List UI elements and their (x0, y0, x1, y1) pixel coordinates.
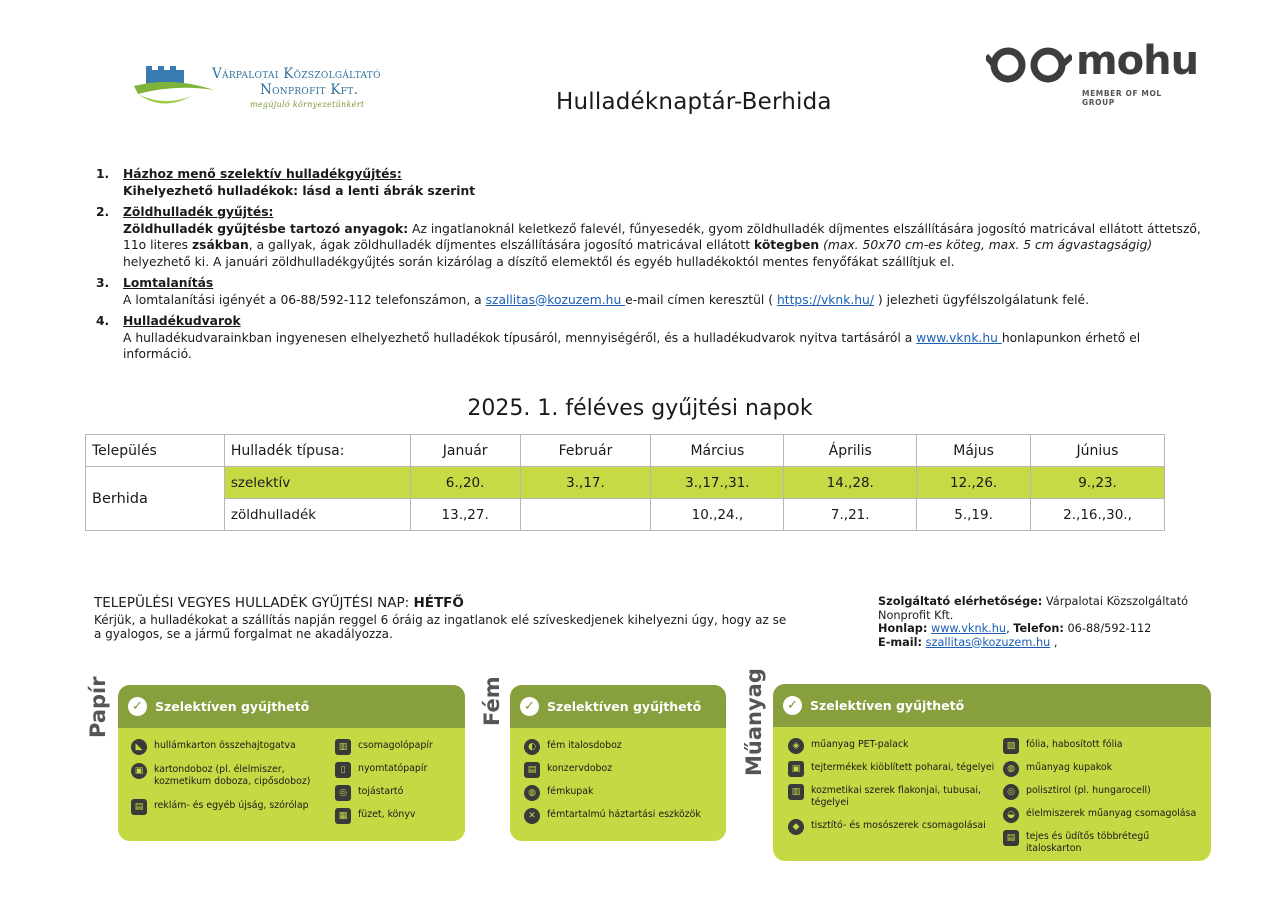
list-item-number: 2. (96, 205, 110, 219)
paper-item-label: hullámkarton összehajtogatva (154, 740, 296, 751)
mixed-waste-title: TELEPÜLÉSI VEGYES HULLADÉK GYŰJTÉSI NAP: (94, 595, 414, 611)
waste-type-cell: szelektív (224, 467, 410, 499)
metal-item-label: konzervdoboz (547, 763, 613, 774)
contact-name: Várpalotai Közszolgáltató Nonprofit Kft. (878, 595, 1189, 622)
metal-item-label: fémtartalmú háztartási eszközök (547, 809, 701, 820)
metal-item (524, 740, 720, 755)
list-item-heading: Hulladékudvarok (123, 314, 241, 328)
info-list (96, 166, 1206, 368)
header-waste-type: Hulladék típusa: (224, 435, 410, 467)
list-item-number: 4. (96, 314, 110, 328)
bulky-email-link[interactable]: szallitas@kozuzem.hu (485, 292, 626, 307)
wrapping-paper-icon: ▥ (335, 739, 351, 755)
polystyrene-icon: ◎ (1003, 784, 1019, 800)
paper-item (131, 800, 331, 815)
yard-text-2: honlapunkon érhető el információ. (123, 330, 1141, 361)
header-month: Március (651, 435, 784, 467)
table-row (86, 467, 1165, 499)
list-item-number: 1. (96, 167, 110, 181)
plastic-item (788, 785, 998, 809)
metal-label: Fém (480, 676, 504, 726)
green-bundle-bold: kötegben (753, 238, 820, 252)
day-cell: 3.,17.,31. (651, 467, 784, 499)
plastic-item (1003, 808, 1207, 823)
list-item (96, 275, 1206, 308)
check-icon: ✓ (128, 697, 147, 716)
metal-card-title: Szelektíven gyűjthető (547, 699, 702, 714)
provider-logo-icon (132, 62, 216, 112)
header-month: Február (520, 435, 651, 467)
day-cell: 12.,26. (917, 467, 1031, 499)
plastic-item-label: fólia, habosított fólia (1026, 739, 1123, 750)
green-text-1: Az ingatlanoknál keletkező falevél, fűnyesedék, gyom zöldhulladék díjmentes elszállítására jogosító matricával ellátott áttetsző, 11o literes (123, 221, 1201, 252)
contact-phone-label: Telefon: (1013, 622, 1064, 635)
provider-tagline: megújuló környezetünkért (250, 100, 365, 109)
paper-card-header (118, 685, 465, 728)
green-text-2: , a gallyak, ágak zöldhulladék díjmentes elszállítására jogosító matricával ellátott (248, 238, 754, 252)
check-icon: ✓ (783, 696, 802, 715)
plastic-item-label: műanyag kupakok (1026, 762, 1113, 773)
plastic-item (1003, 739, 1207, 754)
mixed-waste-day: HÉTFŐ (413, 595, 464, 611)
day-cell: 6.,20. (410, 467, 520, 499)
paper-item (335, 763, 460, 778)
plastic-label: Műanyag (742, 668, 766, 776)
day-cell: 10.,24., (651, 499, 784, 531)
day-cell: 2.,16.,30., (1031, 499, 1165, 531)
check-icon: ✓ (520, 697, 539, 716)
header-settlement: Település (86, 435, 225, 467)
plastic-item-label: élelmiszerek műanyag csomagolása (1026, 808, 1197, 819)
mohu-subtitle: MEMBER OF MOL GROUP (1082, 89, 1162, 107)
metal-item (524, 809, 720, 824)
list-item-heading: Lomtalanítás (123, 276, 214, 290)
green-bundle-size: (max. 50x70 cm-es köteg, max. 5 cm ágvastagságig) (819, 238, 1153, 252)
plastic-item (788, 762, 998, 777)
can-icon: ◐ (524, 739, 540, 755)
waste-type-cell: zöldhulladék (224, 499, 410, 531)
list-item-number: 3. (96, 276, 110, 290)
provider-name-line2: Nonprofit Kft. (260, 82, 359, 98)
day-cell: 3.,17. (520, 467, 651, 499)
contact-email-label: E-mail: (878, 635, 923, 649)
header-month: Április (784, 435, 917, 467)
metal-card (510, 685, 726, 841)
yogurt-cup-icon: ▣ (788, 761, 804, 777)
day-cell (520, 499, 651, 531)
paper-item (335, 809, 460, 824)
day-cell: 9.,23. (1031, 467, 1165, 499)
paper-item (335, 786, 460, 801)
contact-email-link[interactable]: szallitas@kozuzem.hu (925, 635, 1051, 649)
contact-web-link[interactable]: www.vknk.hu (930, 622, 1007, 635)
paper-card-title: Szelektíven gyűjthető (155, 699, 310, 714)
mohu-logo (986, 38, 1199, 107)
plastic-card-title: Szelektíven gyűjthető (810, 698, 965, 713)
paper-item-label: nyomtatópapír (358, 763, 428, 774)
metal-item-label: fémkupak (547, 786, 594, 797)
cardboard-icon: ◣ (131, 739, 147, 755)
schedule-title: 2025. 1. féléves gyűjtési napok (467, 396, 813, 421)
food-package-icon: ◒ (1003, 807, 1019, 823)
list-item-text: Kihelyezhető hulladékok: lásd a lenti ábrák szerint (123, 183, 476, 198)
plastic-item-label: polisztirol (pl. hungarocell) (1026, 785, 1151, 796)
metal-item (524, 786, 720, 801)
plastic-item-label: kozmetikai szerek flakonjai, tubusai, tégelyei (811, 785, 981, 808)
bulky-text-2: e-mail címen keresztül ( (625, 292, 777, 307)
list-item (96, 204, 1206, 270)
paper-item (131, 764, 331, 788)
provider-name-line1: Várpalotai Közszolgáltató (212, 66, 381, 82)
paper-item (131, 740, 331, 755)
box-icon: ▣ (131, 763, 147, 779)
contact-email-suffix: , (1050, 635, 1058, 649)
plastic-item (1003, 762, 1207, 777)
bulky-website-link[interactable]: https://vknk.hu/ (776, 292, 874, 307)
header-month: Június (1031, 435, 1165, 467)
book-icon: ▦ (335, 808, 351, 824)
contact-label: Szolgáltató elérhetősége: (878, 595, 1043, 608)
drink-carton-icon: ▤ (1003, 830, 1019, 846)
provider-logo (132, 62, 432, 122)
plastic-item (1003, 785, 1207, 800)
plastic-item-label: tisztító- és mosószerek csomagolásai (811, 820, 986, 831)
foil-icon: ▧ (1003, 738, 1019, 754)
paper-item-label: csomagolópapír (358, 740, 433, 751)
list-item-heading: Zöldhulladék gyűjtés: (123, 205, 274, 219)
bulky-text-3: ) jelezheti ügyfélszolgálatunk felé. (873, 292, 1090, 307)
green-materials-label: Zöldhulladék gyűjtésbe tartozó anyagok: (123, 221, 409, 236)
yard-website-link[interactable]: www.vknk.hu (916, 330, 1002, 345)
printer-paper-icon: ▯ (335, 762, 351, 778)
plastic-item-label: tejtermékek kiöblített poharai, tégelyei (811, 762, 995, 773)
day-cell: 7.,21. (784, 499, 917, 531)
yard-text-1: A hulladékudvarainkban ingyenesen elhelyezhető hulladékok típusáról, mennyiségéről, és a hulladékudvarok nyitva tartásáról a (123, 330, 917, 345)
table-row (86, 499, 1165, 531)
contact-phone: 06-88/592-112 (1063, 622, 1152, 635)
tin-icon: ▤ (524, 762, 540, 778)
pet-bottle-icon: ◈ (788, 738, 804, 754)
paper-item-label: tojástartó (358, 786, 404, 797)
metal-card-header (510, 685, 726, 728)
header-month: Január (410, 435, 520, 467)
paper-card (118, 685, 465, 841)
plastic-item (788, 820, 998, 835)
paper-item-label: kartondoboz (pl. élelmiszer, kozmetikum doboza, cipősdoboz) (154, 764, 311, 787)
plastic-item (1003, 831, 1207, 855)
plastic-item-label: tejes és üdítős többrétegű italoskarton (1026, 831, 1150, 854)
egg-carton-icon: ◎ (335, 785, 351, 801)
metal-item (524, 763, 720, 778)
plastic-card-header (773, 684, 1211, 727)
paper-label: Papír (86, 676, 110, 738)
header-month: Május (917, 435, 1031, 467)
page-title: Hulladéknaptár-Berhida (556, 89, 832, 115)
paper-item-label: reklám- és egyéb újság, szórólap (154, 800, 309, 811)
detergent-icon: ◆ (788, 819, 804, 835)
utensils-icon: ✕ (524, 808, 540, 824)
plastic-item-label: műanyag PET-palack (811, 739, 909, 750)
plastic-cap-icon: ◍ (1003, 761, 1019, 777)
newspaper-icon: ▤ (131, 799, 147, 815)
schedule-table (85, 434, 1165, 531)
mixed-waste-notice (94, 596, 794, 641)
metal-item-label: fém italosdoboz (547, 740, 622, 751)
list-item (96, 313, 1206, 363)
mohu-brand: mohu (1076, 38, 1199, 84)
cosmetics-bottle-icon: ▥ (788, 784, 804, 800)
paper-item-label: füzet, könyv (358, 809, 416, 820)
day-cell: 13.,27. (410, 499, 520, 531)
settlement-cell: Berhida (86, 467, 225, 531)
green-text-3: helyezhető ki. A januári zöldhulladékgyűjtés során kizárólag a díszítő elemektől és egyéb hulladékoktól mentes fenyőfákat szállítjuk el. (123, 254, 955, 269)
contact-web-label: Honlap: (878, 622, 928, 635)
plastic-card (773, 684, 1211, 861)
green-bag-bold: zsákban (191, 238, 249, 252)
mohu-owl-icon (986, 44, 1072, 86)
bulky-text-1: A lomtalanítási igényét a 06-88/592-112 telefonszámon, a (123, 292, 486, 307)
paper-item (335, 740, 460, 755)
day-cell: 14.,28. (784, 467, 917, 499)
table-header-row (86, 435, 1165, 467)
cap-icon: ◍ (524, 785, 540, 801)
list-item (96, 166, 1206, 199)
contact-info: Szolgáltató elérhetősége: Várpalotai Közszolgáltató Nonprofit Kft. Honlap: www.vknk.hu, Telefon: 06-88/592-112 E-mail: szallitas@kozuzem.hu , (878, 595, 1189, 649)
mixed-waste-text: Kérjük, a hulladékokat a szállítás napján reggel 6 óráig az ingatlanok elé szíveskedjenek kihelyezni úgy, hogy az se a gyalogos, se a jármű forgalmat ne akadályozza. (94, 613, 787, 641)
plastic-item (788, 739, 998, 754)
list-item-heading: Házhoz menő szelektív hulladékgyűjtés: (123, 167, 402, 181)
day-cell: 5.,19. (917, 499, 1031, 531)
